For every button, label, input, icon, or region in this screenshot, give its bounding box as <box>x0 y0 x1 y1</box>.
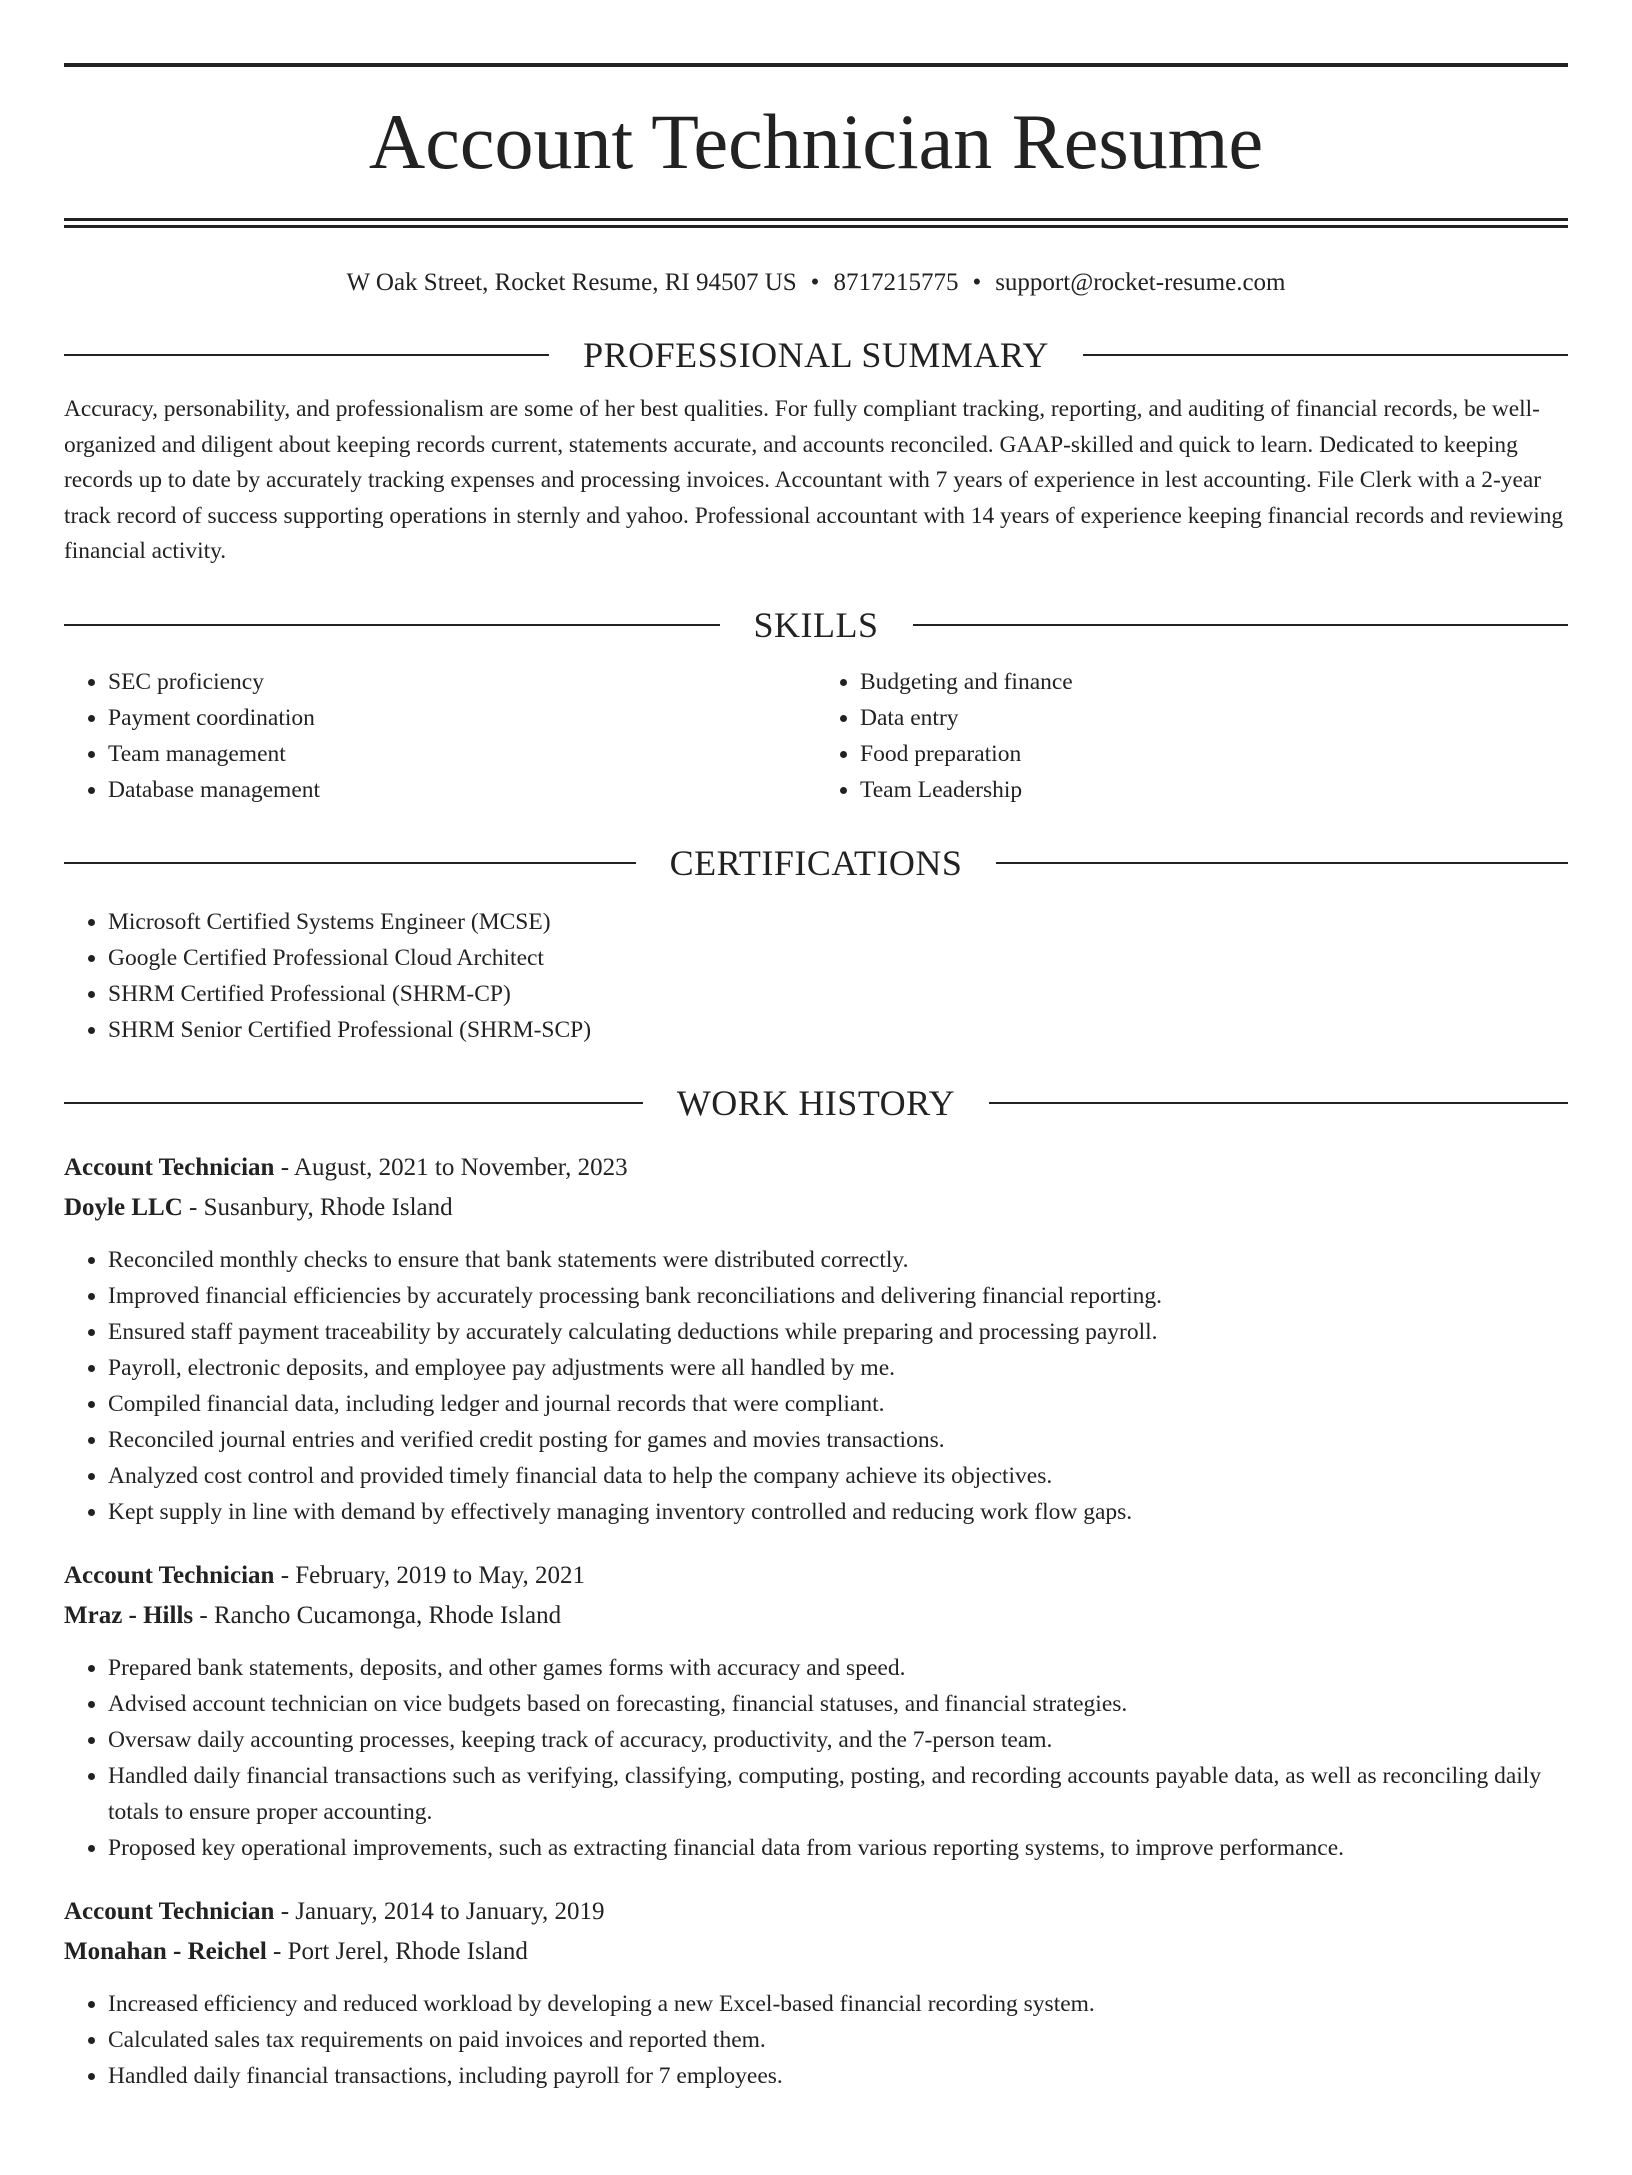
work-history-heading-label: WORK HISTORY <box>676 1082 956 1123</box>
job-bullet: • Handled daily financial transactions, including payroll for 7 employees. <box>108 2058 1568 2094</box>
heading-rule-right <box>996 862 1568 864</box>
job-bullet: • Increased efficiency and reduced workload by developing a new Excel-based financial recording system. <box>108 1986 1568 2022</box>
job-bullet: • Prepared bank statements, deposits, and other games forms with accuracy and speed. <box>108 1650 1568 1686</box>
job-location: - Susanbury, Rhode Island <box>182 1193 453 1221</box>
job-location: - Rancho Cucamonga, Rhode Island <box>193 1601 562 1629</box>
job-bullet: • Improved financial efficiencies by accurately processing bank reconciliations and delivering financial reporting. <box>108 1278 1568 1314</box>
job-dates: - August, 2021 to November, 2023 <box>274 1153 628 1181</box>
job-company: Doyle LLC <box>64 1193 183 1221</box>
heading-rule-left <box>64 354 549 356</box>
certification-item: • Microsoft Certified Systems Engineer (MCSE) <box>108 904 1568 940</box>
job-company: Mraz - Hills <box>64 1601 194 1629</box>
job-location: - Port Jerel, Rhode Island <box>266 1937 528 1965</box>
job-bullet: • Advised account technician on vice budgets based on forecasting, financial statuses, and financial strategies. <box>108 1686 1568 1722</box>
job-title-line <box>64 1556 1568 1596</box>
skills-column-right <box>816 664 1568 808</box>
summary-text: Accuracy, personability, and professionalism are some of her best qualities. For fully compliant tracking, reporting, and auditing of financial records, be well-organized and diligent about keeping records current, statements accurate, and accounts reconciled. GAAP-skilled and quick to learn. Dedicated to keeping records up to date by accurately tracking expenses and processing invoices. Accountant with 7 years of experience in lest accounting. File Clerk with a 2-year track record of success supporting operations in sternly and yahoo. Professional accountant with 14 years of experience keeping financial records and reviewing financial activity. <box>64 396 1564 564</box>
summary-section-heading <box>64 332 1568 378</box>
skills-heading-label: SKILLS <box>753 604 879 645</box>
job-title: Account Technician <box>64 1561 275 1589</box>
job-dates: - January, 2014 to January, 2019 <box>274 1897 605 1925</box>
skill-item: • Data entry <box>860 700 1568 736</box>
job-company-line <box>64 1932 1568 1972</box>
job-title-line <box>64 1892 1568 1932</box>
job-entry <box>64 1892 1568 2094</box>
contact-address: W Oak Street, Rocket Resume, RI 94507 US <box>346 269 797 296</box>
summary-heading-label: PROFESSIONAL SUMMARY <box>583 335 1049 375</box>
job-title: Account Technician <box>64 1897 275 1925</box>
resume-title: Account Technician Resume <box>368 98 1264 185</box>
contact-line <box>64 266 1568 300</box>
skills-section-heading <box>64 602 1568 648</box>
skill-item: • Team management <box>108 736 816 772</box>
certification-item: • SHRM Certified Professional (SHRM-CP) <box>108 976 1568 1012</box>
certifications-list <box>64 904 1568 1048</box>
top-rule <box>64 63 1568 67</box>
job-bullets <box>64 1242 1568 1530</box>
heading-rule-right <box>989 1102 1568 1104</box>
contact-separator: • <box>810 269 820 296</box>
certification-item: • Google Certified Professional Cloud Architect <box>108 940 1568 976</box>
job-bullet: • Handled daily financial transactions such as verifying, classifying, computing, posting, and recording accounts payable data, as well as reconciling daily totals to ensure proper accounting. <box>108 1758 1568 1830</box>
job-bullet: • Calculated sales tax requirements on paid invoices and reported them. <box>108 2022 1568 2058</box>
job-bullet: • Reconciled journal entries and verified credit posting for games and movies transactions. <box>108 1422 1568 1458</box>
skill-item: • Budgeting and finance <box>860 664 1568 700</box>
job-title-line <box>64 1148 1568 1188</box>
certifications-heading-label: CERTIFICATIONS <box>669 842 963 883</box>
heading-rule-left <box>64 624 720 626</box>
work-history-section-heading <box>64 1080 1568 1126</box>
heading-rule-right <box>913 624 1569 626</box>
heading-rule-right <box>1083 354 1568 356</box>
skill-item: • Food preparation <box>860 736 1568 772</box>
job-title: Account Technician <box>64 1153 275 1181</box>
skills-column-left <box>64 664 816 808</box>
skill-item: • Team Leadership <box>860 772 1568 808</box>
job-bullet: • Analyzed cost control and provided timely financial data to help the company achieve its objectives. <box>108 1458 1568 1494</box>
skill-item: • Database management <box>108 772 816 808</box>
skills-grid <box>64 664 1568 808</box>
job-dates: - February, 2019 to May, 2021 <box>274 1561 586 1589</box>
job-entry <box>64 1148 1568 1530</box>
contact-separator: • <box>972 269 982 296</box>
job-bullet: • Ensured staff payment traceability by accurately calculating deductions while preparing and processing payroll. <box>108 1314 1568 1350</box>
job-company-line <box>64 1596 1568 1636</box>
job-bullet: • Payroll, electronic deposits, and employee pay adjustments were all handled by me. <box>108 1350 1568 1386</box>
job-bullet: • Reconciled monthly checks to ensure that bank statements were distributed correctly. <box>108 1242 1568 1278</box>
job-entry <box>64 1556 1568 1866</box>
job-bullet: • Proposed key operational improvements, such as extracting financial data from various reporting systems, to improve performance. <box>108 1830 1568 1866</box>
heading-rule-left <box>64 1102 643 1104</box>
resume-page <box>0 63 1632 2175</box>
title-double-rule <box>64 218 1568 228</box>
job-company-line <box>64 1188 1568 1228</box>
certifications-section-heading <box>64 840 1568 886</box>
job-bullet: • Oversaw daily accounting processes, keeping track of accuracy, productivity, and the 7-person team. <box>108 1722 1568 1758</box>
contact-phone: 8717215775 <box>833 269 959 296</box>
job-bullet: • Kept supply in line with demand by effectively managing inventory controlled and reducing work flow gaps. <box>108 1494 1568 1530</box>
job-bullets <box>64 1986 1568 2094</box>
skill-item: • SEC proficiency <box>108 664 816 700</box>
certification-item: • SHRM Senior Certified Professional (SHRM-SCP) <box>108 1012 1568 1048</box>
job-bullets <box>64 1650 1568 1866</box>
heading-rule-left <box>64 862 636 864</box>
skill-item: • Payment coordination <box>108 700 816 736</box>
contact-email: support@rocket-resume.com <box>995 269 1286 296</box>
job-company: Monahan - Reichel <box>64 1937 267 1965</box>
job-bullet: • Compiled financial data, including ledger and journal records that were compliant. <box>108 1386 1568 1422</box>
